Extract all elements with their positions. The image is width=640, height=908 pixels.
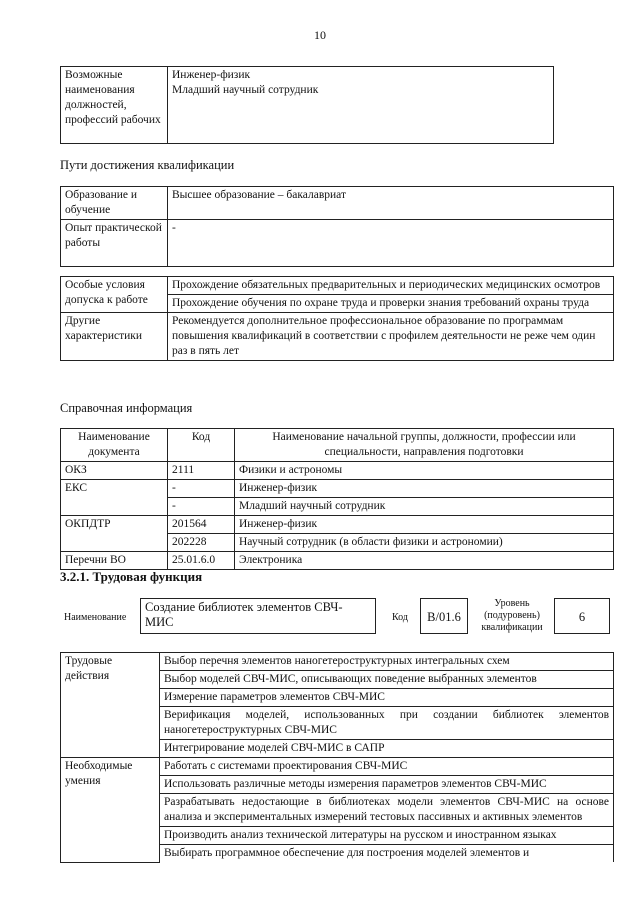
function-code: B/01.6 bbox=[420, 598, 468, 634]
function-code-label: Код bbox=[392, 612, 408, 623]
action-item: Интегрирование моделей СВЧ-МИС в САПР bbox=[160, 740, 614, 758]
page-number: 10 bbox=[314, 28, 326, 42]
ref-header-name: Наименование начальной группы, должности, профессии или специальности, направления подготовки bbox=[235, 429, 614, 462]
skill-item: Выбирать программное обеспечение для построения моделей элементов и bbox=[160, 845, 614, 863]
education-label: Образование и обучение bbox=[61, 187, 168, 220]
action-item: Измерение параметров элементов СВЧ-МИС bbox=[160, 689, 614, 707]
conditions-label: Особые условия допуска к работе bbox=[61, 277, 168, 313]
positions-label: Возможные наименования должностей, профессий рабочих bbox=[61, 67, 168, 144]
function-name-label: Наименование bbox=[64, 612, 127, 623]
paths-title: Пути достижения квалификации bbox=[60, 158, 235, 172]
function-level: 6 bbox=[554, 598, 610, 634]
ref-code: 2111 bbox=[168, 462, 235, 480]
education-table bbox=[60, 186, 614, 267]
ref-name: Инженер-физик bbox=[235, 516, 614, 534]
reference-title: Справочная информация bbox=[60, 401, 193, 415]
conditions-table bbox=[60, 276, 614, 361]
experience-value: - bbox=[168, 220, 614, 267]
ref-name: Научный сотрудник (в области физики и астрономии) bbox=[235, 534, 614, 552]
other-value: Рекомендуется дополнительное профессиональное образование по программам повышения квалификаций в соответствии с профилем деятельности не реже чем один раз в пять лет bbox=[168, 313, 614, 361]
condition-item: Прохождение обязательных предварительных и периодических медицинских осмотров bbox=[168, 277, 613, 295]
action-item: Выбор перечня элементов наногетероструктурных интегральных схем bbox=[160, 653, 614, 671]
function-heading: 3.2.1. Трудовая функция bbox=[60, 569, 203, 584]
reference-table bbox=[60, 428, 614, 570]
ref-doc: ОКЗ bbox=[61, 462, 168, 480]
table-row bbox=[61, 462, 614, 480]
position-item: Инженер-физик bbox=[172, 69, 251, 81]
ref-name: Физики и астрономы bbox=[235, 462, 614, 480]
actions-label: Трудовые действия bbox=[61, 653, 160, 758]
education-value: Высшее образование – бакалавриат bbox=[168, 187, 614, 220]
ref-name: Младший научный сотрудник bbox=[235, 498, 614, 516]
ref-doc bbox=[61, 534, 168, 552]
ref-code: 201564 bbox=[168, 516, 235, 534]
action-item: Верификация моделей, использованных при создании библиотек элементов наногетероструктурных СВЧ-МИС bbox=[160, 707, 614, 740]
table-row bbox=[61, 758, 614, 776]
skill-item: Использовать различные методы измерения параметров элементов СВЧ-МИС bbox=[160, 776, 614, 794]
ref-doc bbox=[61, 498, 168, 516]
table-row bbox=[61, 653, 614, 671]
ref-code: - bbox=[168, 498, 235, 516]
skill-item: Работать с системами проектирования СВЧ-МИС bbox=[160, 758, 614, 776]
positions-table bbox=[60, 66, 554, 144]
conditions-values bbox=[168, 277, 614, 313]
function-details-table bbox=[60, 652, 614, 863]
position-item: Младший научный сотрудник bbox=[172, 84, 319, 96]
ref-code: 25.01.6.0 bbox=[168, 552, 235, 570]
table-row bbox=[61, 480, 614, 498]
experience-label: Опыт практической работы bbox=[61, 220, 168, 267]
condition-item: Прохождение обучения по охране труда и проверки знания требований охраны труда bbox=[172, 297, 590, 309]
positions-values bbox=[168, 67, 554, 144]
table-row bbox=[61, 534, 614, 552]
skills-label: Необходимые умения bbox=[61, 758, 160, 863]
ref-header-code: Код bbox=[168, 429, 235, 462]
ref-code: - bbox=[168, 480, 235, 498]
ref-doc: ОКПДТР bbox=[61, 516, 168, 534]
function-name: Создание библиотек элементов СВЧ-МИС bbox=[140, 598, 376, 634]
skill-item: Производить анализ технической литературы на русском и иностранном языках bbox=[160, 827, 614, 845]
ref-doc: Перечни ВО bbox=[61, 552, 168, 570]
table-row bbox=[61, 498, 614, 516]
ref-name: Инженер-физик bbox=[235, 480, 614, 498]
ref-doc: ЕКС bbox=[61, 480, 168, 498]
action-item: Выбор моделей СВЧ-МИС, описывающих поведение выбранных элементов bbox=[160, 671, 614, 689]
function-level-label: Уровень (подуровень) квалификации bbox=[481, 598, 543, 633]
ref-header-doc: Наименование документа bbox=[61, 429, 168, 462]
skill-item: Разрабатывать недостающие в библиотеках модели элементов СВЧ-МИС на основе анализа и экспериментальных измерений тестовых пассивных и активных элементов bbox=[160, 794, 614, 827]
ref-name: Электроника bbox=[235, 552, 614, 570]
ref-code: 202228 bbox=[168, 534, 235, 552]
table-row bbox=[61, 516, 614, 534]
other-label: Другие характеристики bbox=[61, 313, 168, 361]
table-row bbox=[61, 552, 614, 570]
